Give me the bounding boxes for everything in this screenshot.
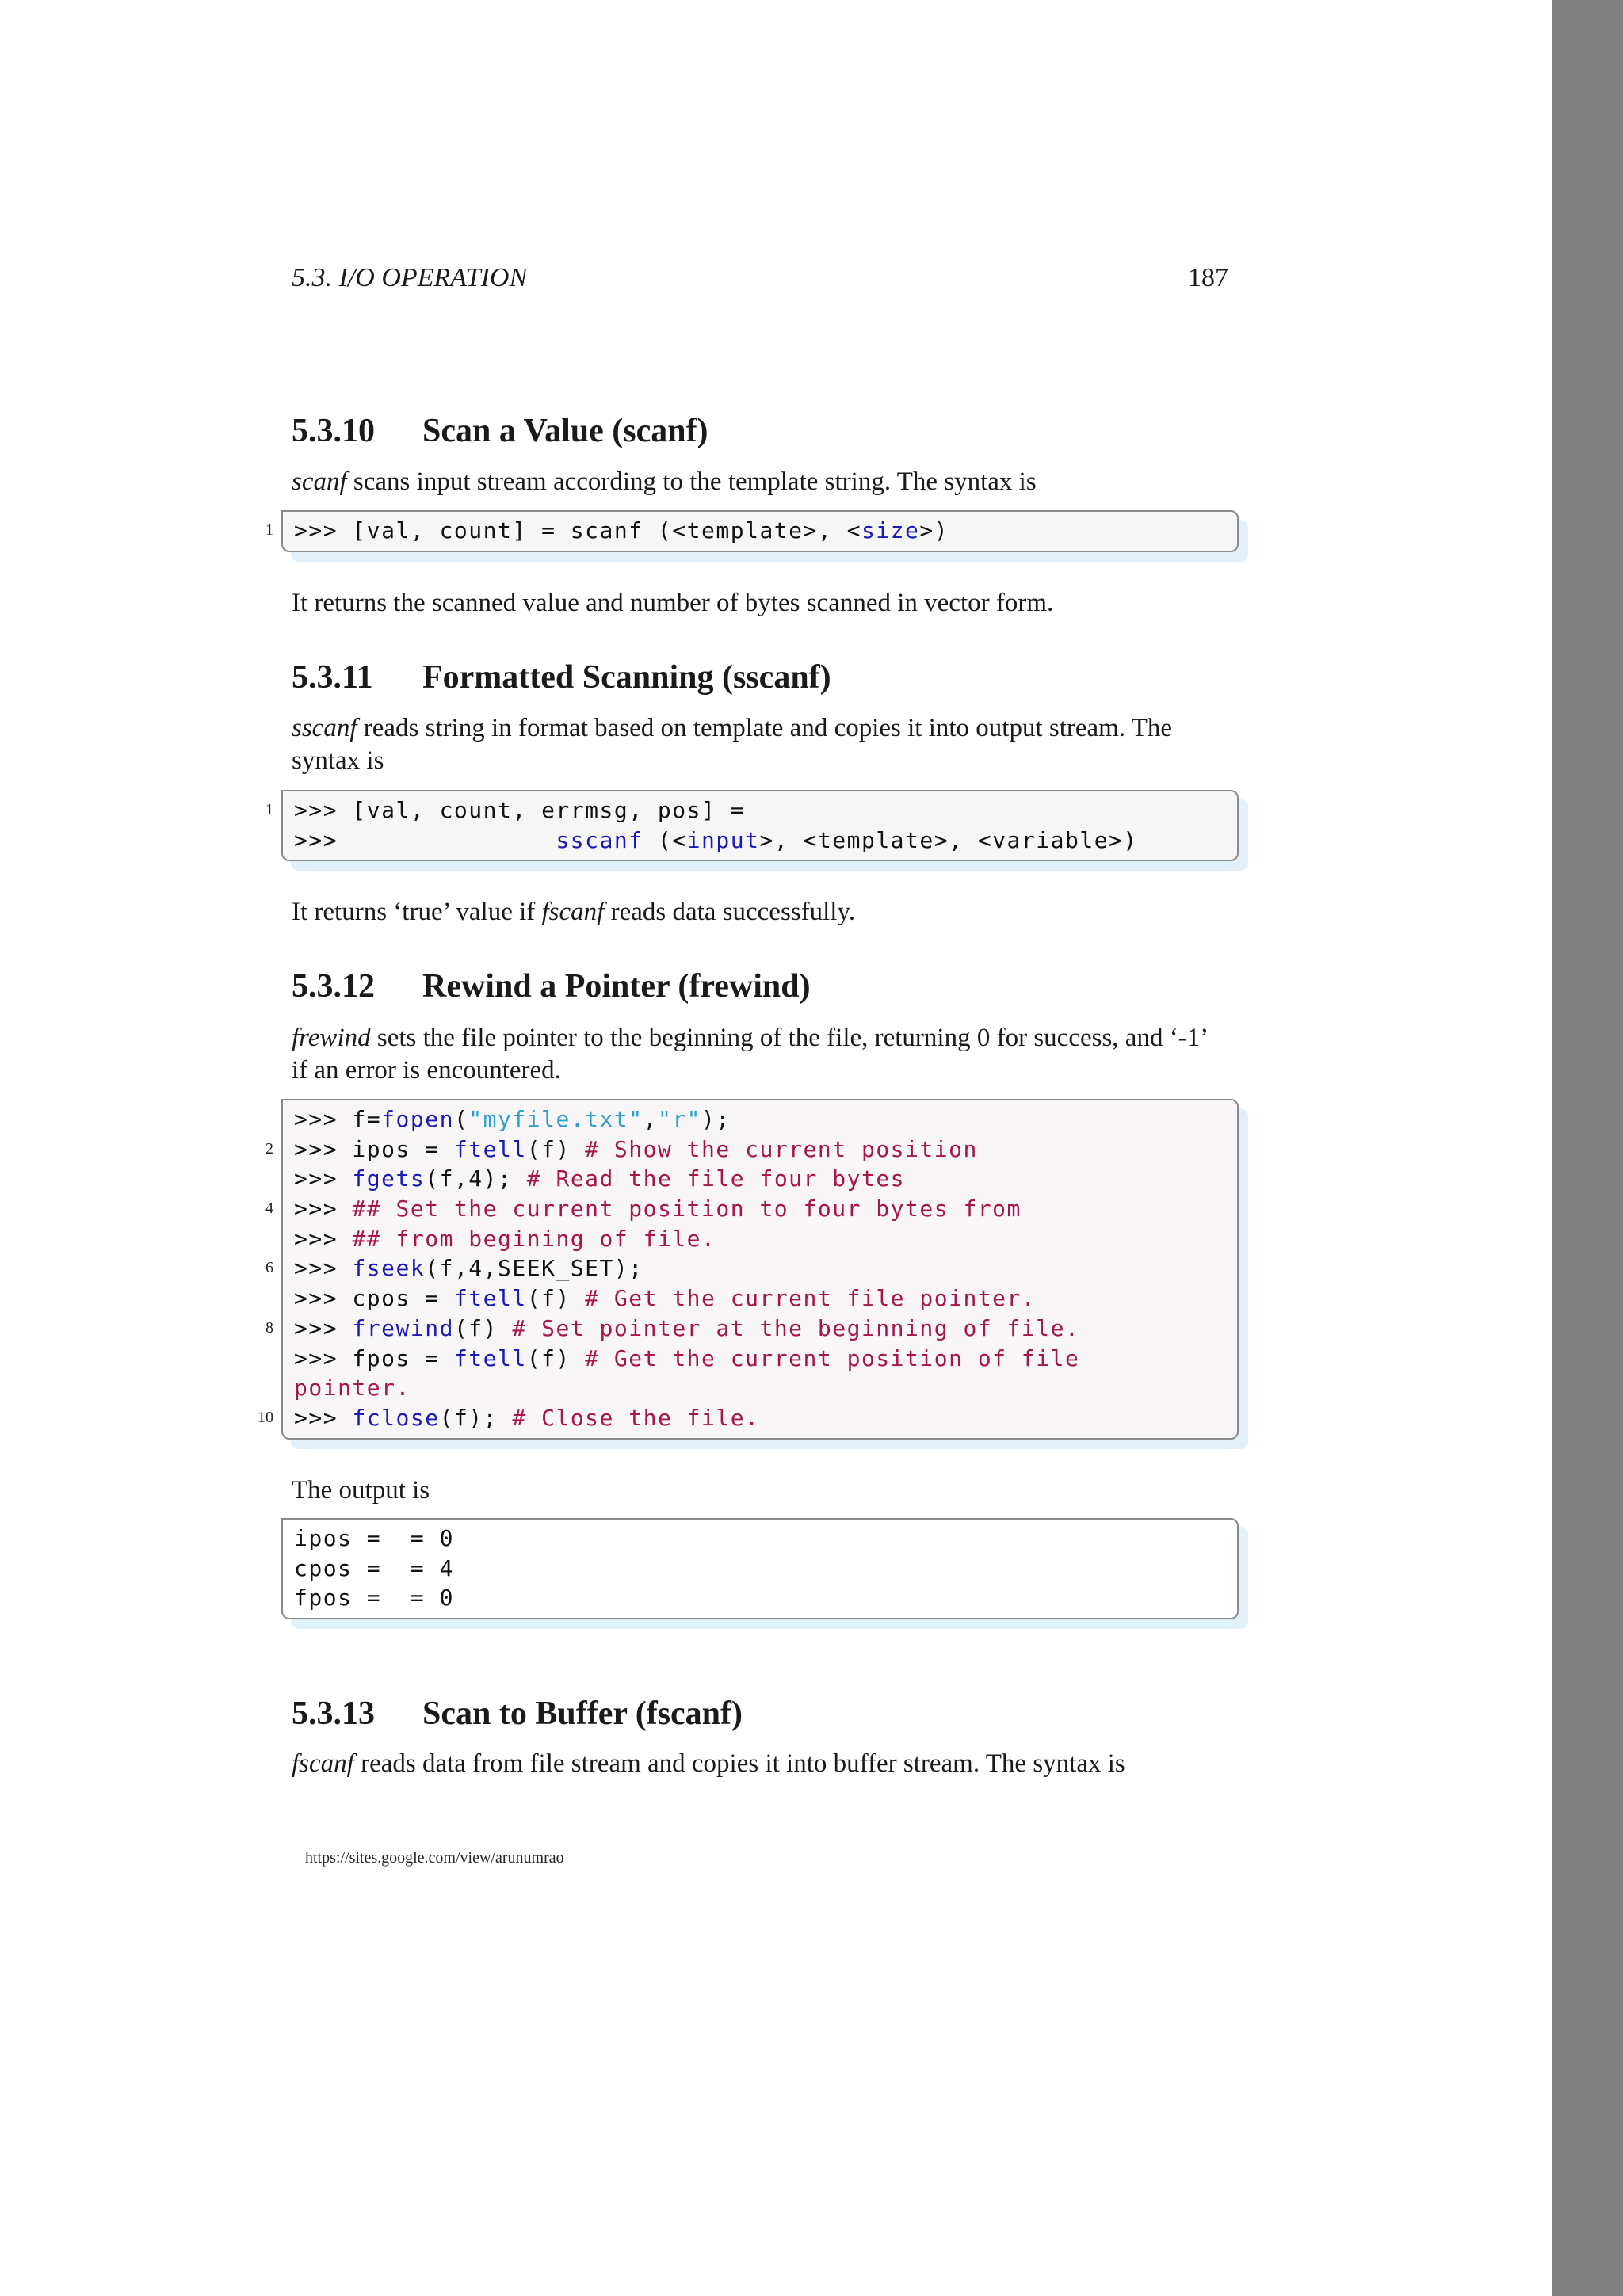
code-text: , [643,1106,658,1132]
paragraph-output-is: The output is [292,1476,430,1505]
section-heading-scanf [292,412,708,450]
line-number: 2 [265,1139,273,1158]
paragraph-scanf-intro [292,466,1228,498]
section-number: 5.3.11 [292,659,373,696]
line-number: 8 [265,1318,273,1337]
code-keyword: fgets [352,1165,426,1192]
code-text: >>> fpos = [294,1344,454,1371]
code-line [283,1344,1237,1374]
code-line [283,1164,1237,1194]
code-text: >, <template>, <variable>) [759,826,1138,853]
line-number: 10 [258,1408,273,1426]
code-text: ); [701,1106,731,1132]
code-text: (f,4); [425,1165,527,1192]
code-text: ( [453,1106,469,1132]
code-text: (f) [453,1314,513,1341]
paragraph-sscanf-returns [292,896,1228,929]
code-line [283,1104,1237,1135]
section-title: Formatted Scanning (sscanf) [422,659,831,696]
paragraph-text: reads data successfully. [604,898,856,926]
code-string: "myfile.txt" [468,1106,643,1132]
paragraph-text: scans input stream according to the template string. The syntax is [346,467,1037,496]
code-keyword: fopen [381,1106,454,1132]
code-line [283,1524,1237,1554]
code-block-sscanf [265,790,1239,861]
paragraph-fscanf-intro [292,1748,1228,1780]
code-text: >>> [val, count] = scanf (<template>, < [294,517,861,543]
code-text: >>> [294,1314,353,1341]
paragraph-text: reads data from file stream and copies it into buffer stream. The syntax is [353,1749,1125,1778]
code-text: >>> f= [294,1106,382,1132]
section-heading-fscanf [292,1695,743,1733]
code-text: >>> [294,1165,353,1192]
page-edge-bar [1552,0,1623,2296]
paragraph-scanf-returns: It returns the scanned value and number of bytes scanned in vector form. [292,589,1054,617]
section-number: 5.3.13 [292,1695,375,1732]
code-comment: # Read the file four bytes [526,1165,906,1192]
code-text: cpos = = 4 [294,1554,454,1581]
section-heading-frewind [292,967,811,1005]
code-line [265,795,1237,826]
code-comment: # Show the current position [585,1135,978,1162]
code-keyword: ftell [453,1285,527,1312]
code-text: >>> [294,1196,353,1222]
code-text: (< [643,826,687,853]
paragraph-text: sets the file pointer to the beginning of the file, returning 0 for success, and ‘-1’ if an error is encountered. [292,1024,1207,1085]
term: frewind [292,1024,371,1052]
code-keyword: ftell [453,1135,527,1162]
code-keyword: frewind [352,1314,454,1341]
running-head-section: 5.3. I/O OPERATION [292,263,528,292]
code-line [283,1224,1237,1254]
term: fscanf [292,1749,354,1778]
code-text: (f) [526,1135,586,1162]
code-text: (f) [526,1344,586,1371]
paragraph-sscanf-intro [292,712,1228,777]
code-line [283,1283,1237,1314]
running-head [292,263,1228,298]
code-block-scanf [265,510,1239,552]
section-title: Scan to Buffer (fscanf) [422,1695,743,1732]
code-comment: # Get the current file pointer. [585,1285,1037,1312]
code-text: (f); [439,1404,513,1431]
code-block-output [281,1518,1239,1619]
code-line [265,1135,1237,1165]
code-line [283,826,1237,856]
page-number: 187 [1188,263,1228,292]
code-text: (f) [526,1285,586,1312]
section-title: Rewind a Pointer (frewind) [422,968,811,1005]
term: sscanf [292,714,357,742]
line-number: 6 [265,1259,273,1277]
code-text: (f,4,SEEK_SET); [425,1255,643,1282]
section-number: 5.3.12 [292,968,375,1005]
paragraph-text: reads string in format based on template and copies it into output stream. The syntax is [292,714,1173,775]
code-string: "r" [657,1106,702,1132]
code-comment: # Set pointer at the beginning of file. [512,1314,1080,1341]
code-text: >>> [val, count, errmsg, pos] = [294,797,746,823]
code-block-frewind [258,1099,1239,1440]
code-comment: ## Set the current position to four bytes from [352,1196,1022,1222]
section-heading-sscanf [292,658,831,696]
line-number: 1 [265,801,273,818]
term: fscanf [541,898,605,926]
code-text: >>> [294,1225,353,1252]
code-text: fpos = = 0 [294,1585,454,1611]
code-line [258,1403,1237,1433]
code-line [283,1373,1237,1403]
code-text: >>> cpos = [294,1285,454,1312]
code-line [265,516,1237,546]
footer-url: https://sites.google.com/view/arunumrao [305,1849,564,1867]
code-text: >>> ipos = [294,1135,454,1162]
code-keyword: fclose [352,1404,440,1431]
code-line [265,1314,1237,1344]
code-line [283,1583,1237,1613]
code-keyword: size [861,517,920,543]
code-text: >) [919,517,949,543]
paragraph-text: It returns ‘true’ value if [292,898,542,926]
code-keyword: fseek [352,1255,426,1282]
section-title: Scan a Value (scanf) [422,413,708,449]
term: scanf [292,467,347,496]
line-number: 1 [265,521,273,539]
code-text: >>> [294,826,556,853]
paragraph-frewind-intro [292,1022,1228,1087]
code-comment: # Close the file. [512,1404,760,1431]
code-text: >>> [294,1404,353,1431]
code-keyword: sscanf [556,826,643,853]
code-text: >>> [294,1255,353,1282]
code-text: ipos = = 0 [294,1525,454,1551]
code-line [265,1194,1237,1224]
code-keyword: input [686,826,760,853]
code-comment: # Get the current position of file [585,1344,1080,1371]
section-number: 5.3.10 [292,413,375,449]
code-line [265,1253,1237,1283]
code-keyword: ftell [453,1344,527,1371]
code-comment: pointer. [294,1375,411,1402]
code-line [283,1554,1237,1584]
code-comment: ## from begining of file. [352,1225,716,1252]
line-number: 4 [265,1199,273,1218]
